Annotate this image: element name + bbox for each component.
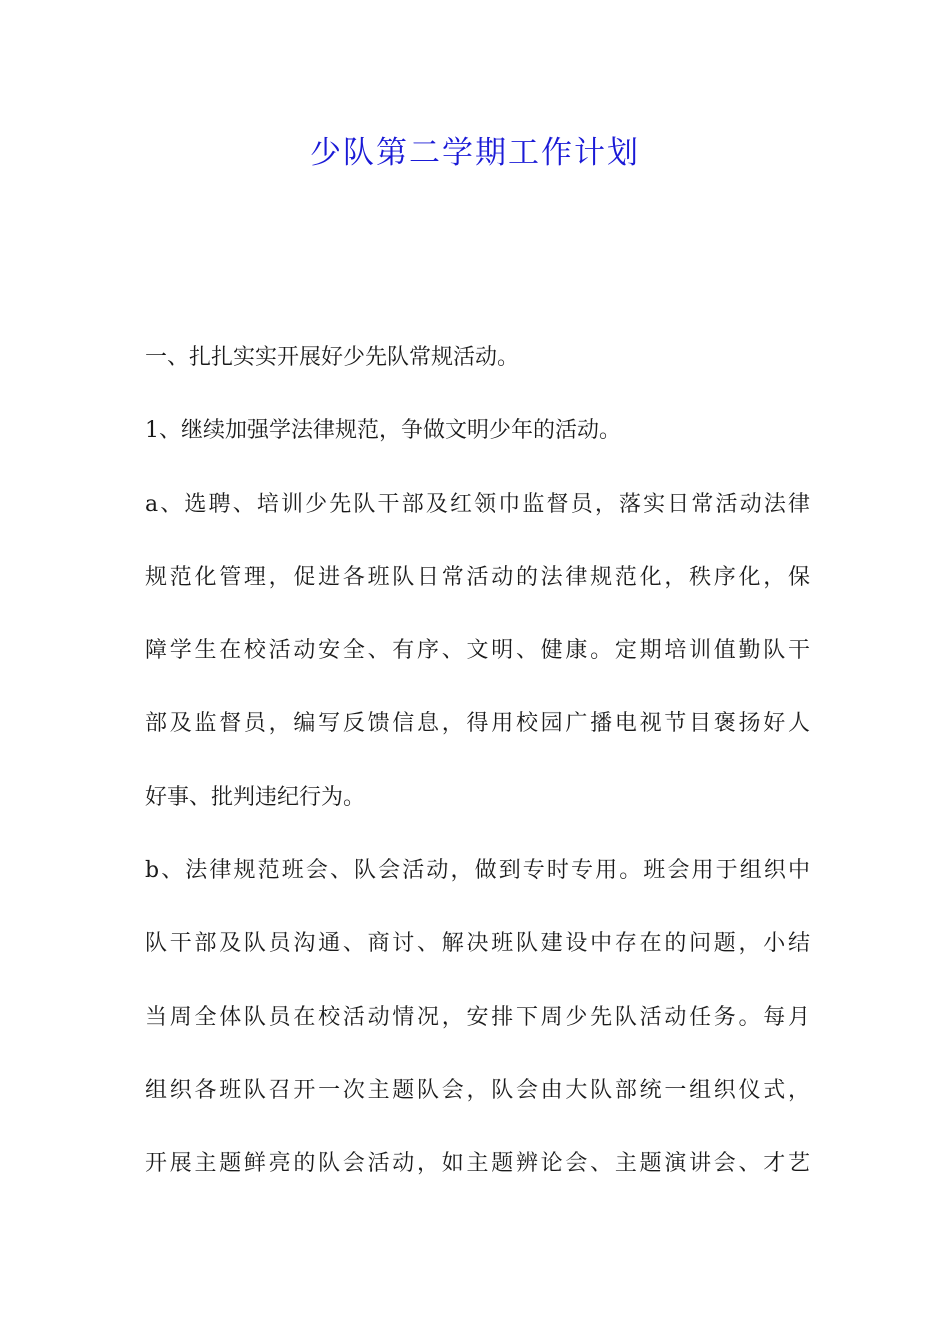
paragraph-line: 好事、批判违纪行为。 — [145, 784, 366, 810]
paragraph-line: 队干部及队员沟通、商讨、解决班队建设中存在的问题，小结 — [145, 931, 810, 957]
paragraph-line: 规范化管理，促进各班队日常活动的法律规范化，秩序化，保 — [145, 564, 810, 590]
paragraph-line: a、选聘、培训少先队干部及红领巾监督员，落实日常活动法律 — [145, 491, 810, 517]
subsection-heading: 1、继续加强学法律规范，争做文明少年的活动。 — [145, 418, 621, 444]
paragraph-line: b、法律规范班会、队会活动，做到专时专用。班会用于组织中 — [145, 858, 810, 884]
document-title: 少队第二学期工作计划 — [310, 135, 640, 171]
paragraph-line: 开展主题鲜亮的队会活动，如主题辨论会、主题演讲会、才艺 — [145, 1151, 810, 1177]
paragraph-line: 部及监督员，编写反馈信息，得用校园广播电视节目褒扬好人 — [145, 711, 810, 737]
document-body — [145, 335, 810, 1215]
paragraph-line: 障学生在校活动安全、有序、文明、健康。定期培训值勤队干 — [145, 638, 810, 664]
paragraph-line: 当周全体队员在校活动情况，安排下周少先队活动任务。每月 — [145, 1004, 810, 1030]
paragraph-line: 组织各班队召开一次主题队会，队会由大队部统一组织仪式， — [145, 1077, 810, 1103]
section-heading: 一、扎扎实实开展好少先队常规活动。 — [145, 345, 520, 370]
